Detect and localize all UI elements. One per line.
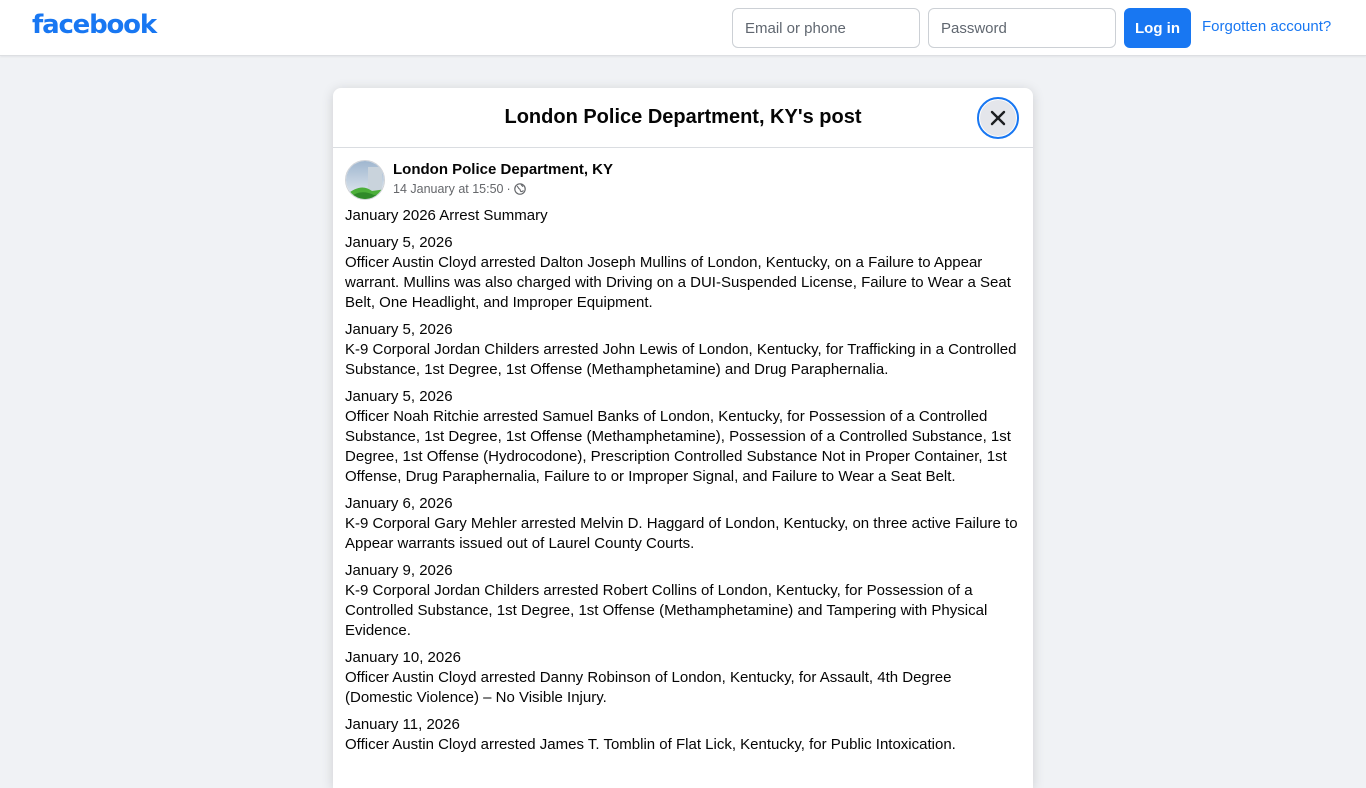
entry-text: Officer Austin Cloyd arrested Danny Robinson of London, Kentucky, for Assault, 4th Degree (Domestic Violence) – No Visible Injury. <box>345 669 952 706</box>
post-dialog <box>333 88 1033 788</box>
forgotten-account-link[interactable]: Forgotten account? <box>1202 18 1332 35</box>
page-avatar[interactable] <box>345 160 385 200</box>
arrest-entry <box>345 561 1021 641</box>
entry-text: Officer Austin Cloyd arrested James T. Tomblin of Flat Lick, Kentucky, for Public Intoxication. <box>345 736 956 753</box>
entry-text: Officer Austin Cloyd arrested Dalton Joseph Mullins of London, Kentucky, on a Failure to Appear warrant. Mullins was also charged with Driving on a DUI-Suspended License, Failure to Wear a Seat Belt, One Headlight, and Improper Equipment. <box>345 254 1011 311</box>
dialog-header <box>333 88 1033 148</box>
entry-date: January 10, 2026 <box>345 649 461 666</box>
meta-separator: · <box>506 182 511 196</box>
post-timestamp[interactable]: 14 January at 15:50 <box>393 182 504 196</box>
top-navigation-bar <box>0 0 1366 56</box>
email-field[interactable] <box>732 8 920 48</box>
post-intro: January 2026 Arrest Summary <box>345 207 548 224</box>
globe-icon <box>514 183 526 195</box>
post-header <box>333 148 1033 206</box>
arrest-entry <box>345 387 1021 487</box>
entry-date: January 11, 2026 <box>345 716 460 733</box>
post-meta <box>393 182 526 196</box>
post-author[interactable]: London Police Department, KY <box>393 161 614 178</box>
arrest-entry <box>345 320 1021 380</box>
password-field[interactable] <box>928 8 1116 48</box>
login-button[interactable]: Log in <box>1124 8 1191 48</box>
entry-date: January 6, 2026 <box>345 495 453 512</box>
entry-date: January 5, 2026 <box>345 321 453 338</box>
close-icon <box>990 110 1006 126</box>
entry-text: K-9 Corporal Jordan Childers arrested Robert Collins of London, Kentucky, for Possession of a Controlled Substance, 1st Degree, 1st Offense (Methamphetamine) and Tampering with Physical Evidence. <box>345 582 988 639</box>
entry-date: January 9, 2026 <box>345 562 453 579</box>
entry-date: January 5, 2026 <box>345 388 453 405</box>
arrest-entry <box>345 715 1021 755</box>
post-body <box>333 206 1033 755</box>
entry-text: Officer Noah Ritchie arrested Samuel Banks of London, Kentucky, for Possession of a Controlled Substance, 1st Degree, 1st Offense (Methamphetamine), Possession of a Controlled Substance, 1st Degree, 1st Offense (Hydrocodone), Prescription Controlled Substance Not in Proper Container, 1st Offense, Drug Paraphernalia, Failure to or Improper Signal, and Failure to Wear a Seat Belt. <box>345 408 1011 485</box>
arrest-entries <box>345 233 1021 755</box>
arrest-entry <box>345 494 1021 554</box>
entry-date: January 5, 2026 <box>345 234 453 251</box>
entry-text: K-9 Corporal Gary Mehler arrested Melvin D. Haggard of London, Kentucky, on three active Failure to Appear warrants issued out of Laurel County Courts. <box>345 515 1018 552</box>
facebook-logo[interactable]: facebook <box>32 10 156 40</box>
entry-text: K-9 Corporal Jordan Childers arrested John Lewis of London, Kentucky, for Trafficking in a Controlled Substance, 1st Degree, 1st Offense (Methamphetamine) and Drug Paraphernalia. <box>345 341 1017 378</box>
dialog-title: London Police Department, KY's post <box>504 106 862 128</box>
close-button[interactable] <box>977 97 1019 139</box>
arrest-entry <box>345 233 1021 313</box>
arrest-entry <box>345 648 1021 708</box>
